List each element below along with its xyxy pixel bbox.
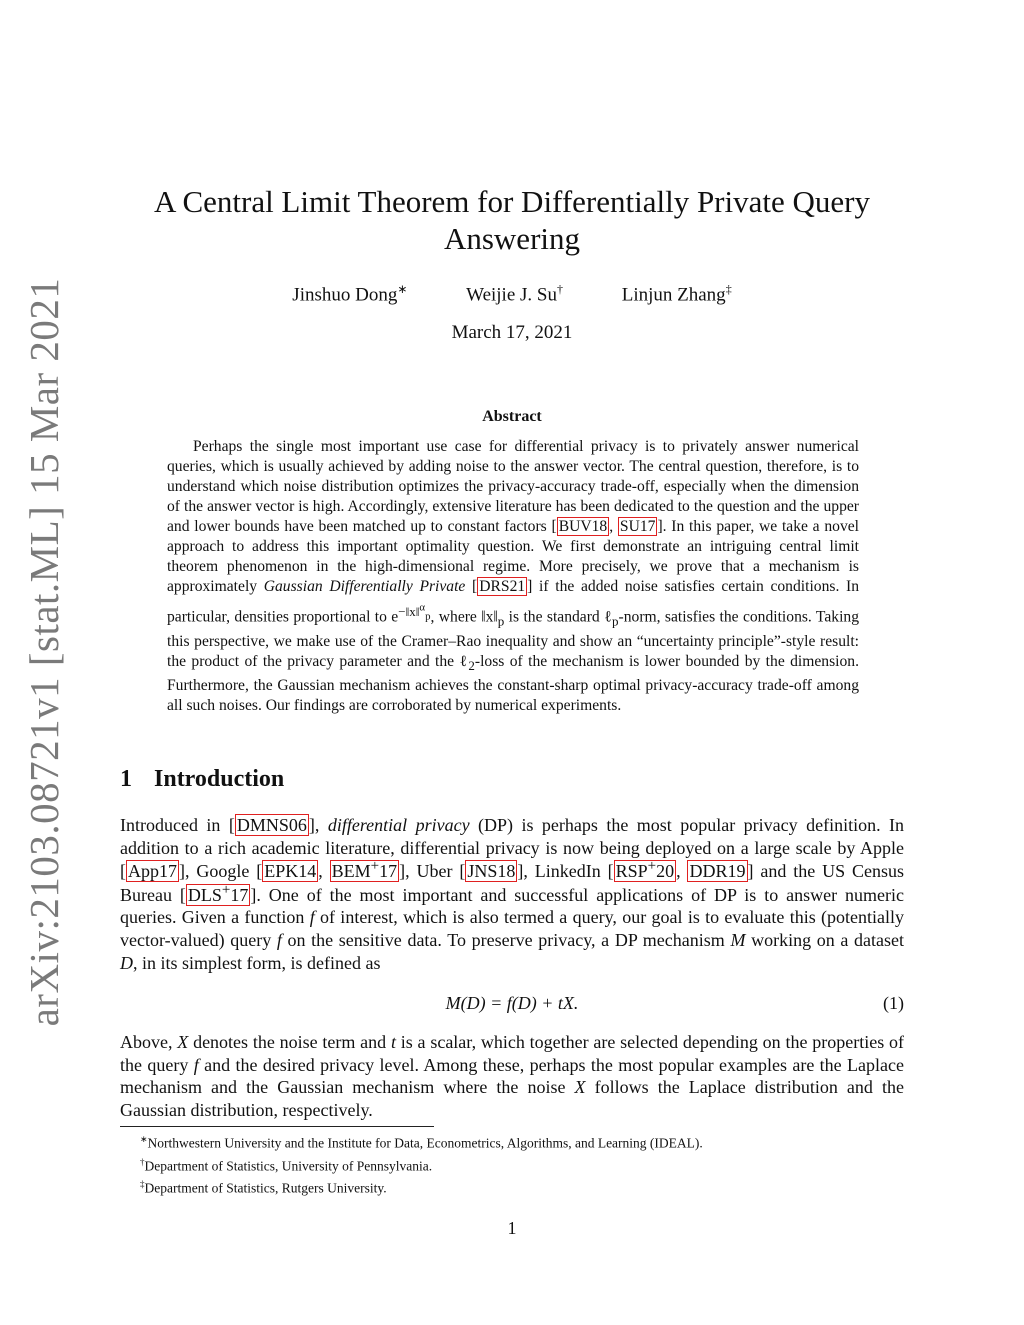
- citation-link[interactable]: EPK14: [264, 861, 317, 882]
- equation: [120, 988, 904, 1021]
- paper-title: A Central Limit Theorem for Differentially Private Query Answering: [154, 184, 870, 256]
- citation-link[interactable]: SU17: [619, 518, 656, 536]
- citation-link[interactable]: JNS18: [467, 861, 516, 882]
- citation-link[interactable]: BUV18: [558, 518, 608, 536]
- author: Linjun Zhang‡: [621, 282, 732, 306]
- footnotes: [120, 1130, 904, 1198]
- introduction-body: Introduced in [ DMNS06 ], differential privacy (DP) is perhaps the most popular privacy definition. In addition to a rich academic literature, differential privacy is now being deployed on a large scale by Apple [ App17 ], Google [ EPK14 , BEM+17 ], Uber [ JNS18 ], LinkedIn [ RSP+20 , DDR19 ] and the US Census Bureau [ DLS+17 ]. One of the most important and successful applications of DP is to answer numeric queries. Given a function f of interest, which is also termed a query, our goal is to evaluate this (potentially vector-valued) query f on the sensitive data. To preserve privacy, a DP mechanism M working on a dataset D, in its simplest form, is defined as M(D) = f(D) + tX. (1) Above, X denotes the noise term and t is a scalar, which together are selected depending on the properties of the query f and the desired privacy level. Among these, perhaps the most popular examples are the Laplace mechanism and the Gaussian mechanism where the noise X follows the Laplace distribution and the Gaussian distribution, respectively.: [120, 815, 905, 1120]
- page-number: 1: [507, 1218, 517, 1238]
- citation-link[interactable]: App17: [128, 861, 177, 882]
- citation-link[interactable]: DDR19: [689, 861, 746, 882]
- section-heading: 1 Introduction: [120, 766, 285, 792]
- citation-link[interactable]: DLS+17: [187, 881, 249, 905]
- citation-link[interactable]: RSP+20: [615, 858, 675, 882]
- abstract-body: Perhaps the single most important use case for differential privacy is to privately answer numerical queries, which is usually achieved by adding noise to the answer vector. The central question, therefore, is to understand which noise distribution optimizes the privacy-accuracy trade-off, especially when the dimension of the answer vector is high. Accordingly, extensive literature has been dedicated to the question and the upper and lower bounds have been matched up to constant factors [ BUV18 , SU17 ]. In this paper, we take a novel approach to address this important optimality question. We first demonstrate an intriguing central limit theorem phenomenon in the high-dimensional regime. More precisely, we prove that a mechanism is approximately Gaussian Differentially Private [ DRS21 ] if the added noise satisfies certain conditions. In particular, densities proportional to $e^{-‖x‖^\alpha_p}$, where $‖x‖_p$ is the standard ℓ$_p$-norm, satisfies the conditions. Taking this perspective, we make use of the Cramer–Rao inequality and show an “uncertainty principle”-style result: the product of the privacy parameter and the ℓ$_2$-loss of the mechanism is lower bounded by the dimension. Furthermore, the Gaussian mechanism achieves the constant-sharp optimal privacy-accuracy trade-off among all such noises. Our findings are corroborated by numerical experiments.: [167, 438, 860, 715]
- footnote: ∗Northwestern University and the Institute for Data, Econometrics, Algorithms, and Learning (IDEAL).: [140, 1134, 703, 1151]
- footnote-divider: [120, 1126, 434, 1127]
- footnote: ‡Department of Statistics, Rutgers University.: [140, 1179, 387, 1196]
- equation-number: (1): [883, 993, 904, 1014]
- footnote: †Department of Statistics, University of Pennsylvania.: [140, 1156, 433, 1174]
- citation-link[interactable]: DRS21: [479, 578, 526, 596]
- equation-body: M(D) = f(D) + tX.: [445, 993, 579, 1014]
- date: March 17, 2021: [451, 322, 573, 343]
- author: Jinshuo Dong∗: [292, 282, 408, 306]
- author-list: [0, 282, 1024, 306]
- arxiv-id: arXiv:2103.08721v1 [stat.ML] 15 Mar 2021: [21, 277, 67, 1027]
- citation-link[interactable]: BEM+17: [331, 858, 398, 882]
- abstract-heading: Abstract: [482, 408, 542, 425]
- citation-link[interactable]: DMNS06: [236, 815, 307, 835]
- author: Weijie J. Su†: [466, 282, 563, 306]
